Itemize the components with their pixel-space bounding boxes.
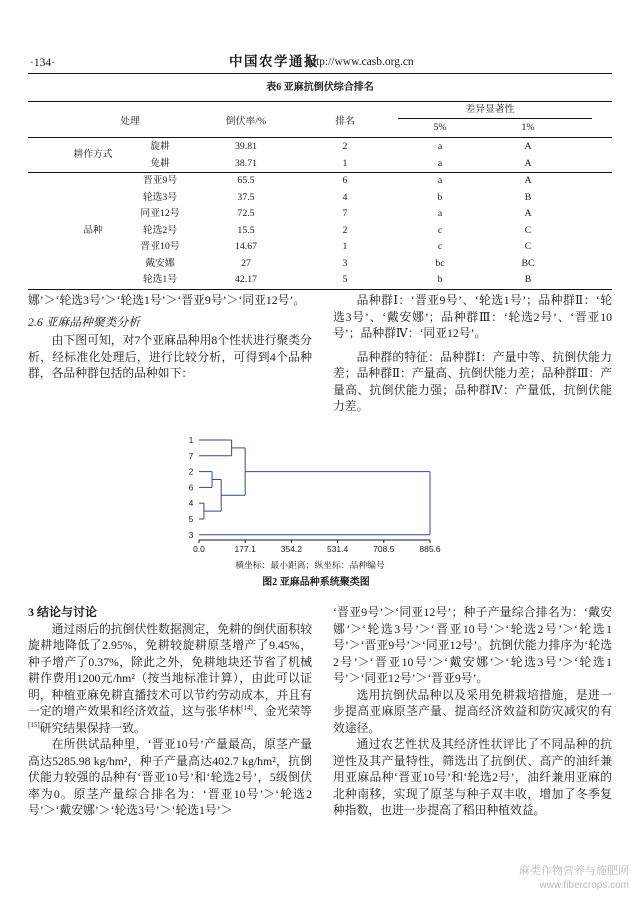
table-row [0, 191, 635, 205]
significance-5-cell: bc [435, 257, 445, 269]
x-tick-label: 708.5 [373, 544, 395, 554]
significance-5-cell: a [437, 157, 443, 169]
continued-ranking-text: 娜’＞‘轮选3号’＞‘轮选1号’＞‘晋亚9号’＞‘同亚12号’。 [28, 293, 306, 307]
leaf-label-4: 4 [188, 498, 194, 509]
table-group-label: 耕作方式 [73, 149, 113, 161]
treatment-cell: 晋亚9号 [142, 175, 178, 186]
right-column-upper [333, 292, 612, 415]
significance-5-cell: a [437, 175, 443, 186]
right-column-lower [333, 604, 612, 819]
column-header-rank: 排名 [335, 116, 355, 127]
table-group-label: 品种 [83, 224, 103, 236]
section-3-heading: 3 结论与讨论 [28, 605, 98, 619]
rank-cell: 1 [342, 241, 348, 252]
significance-5-cell: c [437, 224, 443, 236]
conclusion-p1-text-a: 通过雨后的抗倒伏性数据测定，免耕的倒伏面积较旋耕地降低了2.95%，免耕较旋耕原茎增产了9.45%，种子增产了0.37%，除此之外，免耕地块还节省了机械耕作费用1200元/hm²（按当地标准计算），由此可以证明，种植亚麻免耕直播技术可以节约劳动成本，并且有一定的增产效果和经济效益，这与张华林 [28, 621, 312, 718]
figure-axis-note: 横坐标：最小距离；纵坐标：品种编号 [235, 560, 385, 570]
rank-cell: 4 [342, 191, 348, 203]
journal-name: 中国农学通报 [229, 54, 319, 69]
figure-caption: 图2 亚麻品种系统聚类图 [262, 577, 370, 588]
table-row [0, 257, 635, 271]
section-2-6-heading: 2.6 亚麻品种聚类分析 [28, 314, 141, 329]
significance-1-cell: B [524, 191, 532, 203]
treatment-cell: 轮选1号 [142, 274, 178, 285]
leaf-label-6: 6 [188, 482, 194, 493]
treatment-cell: 轮选2号 [142, 224, 178, 236]
significance-1-cell: A [524, 141, 532, 152]
watermark-site-url: www.fibercrops.com [539, 880, 629, 891]
page-number: ·134· [30, 57, 55, 69]
leaf-label-5: 5 [188, 514, 194, 524]
journal-url: http://www.casb.org.cn [307, 56, 414, 68]
significance-1-cell: C [524, 224, 532, 236]
significance-5-cell: a [437, 208, 443, 219]
table-row [0, 273, 635, 287]
treatment-cell: 免耕 [150, 157, 170, 169]
table-row [0, 207, 635, 221]
significance-1-cell: C [524, 241, 532, 252]
lodging-rate-cell: 39.81 [234, 141, 258, 152]
variety-group-features: 品种群的特征：品种群Ⅰ：产量中等、抗倒伏能力差；品种群Ⅱ：产量高、抗倒伏能力差；品种群Ⅲ：产量高、抗倒伏能力强；品种群Ⅳ：产量低，抗倒伏能力差。 [333, 349, 612, 413]
significance-5-cell: c [437, 241, 443, 252]
x-tick-label: 0.0 [193, 544, 205, 554]
leaf-label-2: 2 [188, 466, 194, 477]
table-row [0, 240, 635, 254]
table-row [0, 174, 635, 188]
conclusion-paragraph-2: 在所供试品种里，‘晋亚10号’产量最高，原茎产量高达5285.98 kg/hm²，种子产量高达402.7 kg/hm²，抗倒伏能力较强的品种有‘晋亚10号’和‘轮选2号’，5级倒伏率为0。原茎产量综合排名为：‘晋亚10号’＞‘轮选2号’＞‘戴安娜’＞‘轮选3号’＞‘轮选1号’＞ [28, 737, 312, 817]
treatment-cell: 旋耕 [150, 141, 170, 152]
x-tick-label: 354.2 [280, 544, 303, 554]
leaf-label-7: 7 [188, 450, 194, 461]
table-6 [0, 0, 635, 300]
watermark-site-name: 麻类作物营养与施肥网 [519, 865, 629, 877]
x-tick-label: 531.4 [326, 544, 349, 554]
rank-cell: 2 [342, 224, 348, 236]
treatment-cell: 晋亚10号 [140, 241, 180, 252]
significance-1-cell: A [524, 208, 532, 219]
conclusion-p1-text-b: 、金光荣等 [252, 704, 312, 718]
variety-groups-text: 品种群Ⅰ：‘晋亚9号’、‘轮选1号’；品种群Ⅱ：‘轮选3号’、‘戴安娜’；品种群Ⅲ：‘轮选2号’、‘晋亚10号’；品种群Ⅳ：‘同亚12号’。 [333, 293, 612, 340]
significance-5-cell: b [437, 191, 443, 203]
leaf-label-3: 3 [188, 529, 194, 540]
significance-1-cell: B [524, 274, 532, 285]
lodging-rate-cell: 72.5 [237, 208, 255, 219]
conclusion-p1-text-c: 研究结果保持一致。 [39, 720, 146, 735]
conclusion-paragraph-4: 选用抗倒伏品种以及采用免耕栽培措施，是进一步提高亚麻原茎产量、提高经济效益和防灾减灾的有效途径。 [333, 687, 612, 735]
lodging-rate-cell: 15.5 [237, 224, 255, 236]
column-header-significance: 差异显著性 [465, 104, 515, 115]
rank-cell: 2 [342, 141, 348, 152]
x-tick-label: 885.6 [419, 544, 441, 554]
rank-cell: 6 [342, 175, 348, 186]
lodging-rate-cell: 27 [241, 257, 251, 269]
lodging-rate-cell: 14.67 [234, 241, 258, 252]
conclusion-paragraph-3: ‘晋亚9号’＞‘同亚12号’；种子产量综合排名为：‘戴安娜’＞‘轮选3号’＞‘晋亚10号’＞‘轮选2号’＞‘轮选1号’＞‘晋亚9号’＞‘同亚12号’。抗倒伏能力排序为‘轮选2号’＞‘晋亚10号’＞‘戴安娜’＞‘轮选3号’＞‘轮选1号’＞‘同亚12号’＞‘晋亚9号’。 [333, 605, 612, 685]
significance-5-cell: a [437, 141, 443, 152]
leaf-label-1: 1 [188, 435, 194, 445]
rank-cell: 5 [342, 274, 348, 285]
x-tick-label: 177.1 [234, 544, 256, 554]
significance-1-cell: BC [521, 257, 535, 269]
section-2-6-intro: 由下图可知，对7个亚麻品种用8个性状进行聚类分析，经标准化处理后，进行比较分析，可得到4个品种群，各品种群包括的品种如下： [28, 333, 312, 380]
significance-1-cell: A [524, 175, 532, 186]
dendrogram-chart [182, 428, 454, 560]
table-title: 表6 亚麻抗倒伏综合排名 [266, 82, 374, 93]
lodging-rate-cell: 38.71 [234, 157, 258, 169]
column-header-lodging-rate: 倒伏率/% [225, 116, 267, 127]
conclusion-paragraph-5: 通过农艺性状及其经济性状评比了不同品种的抗逆性及其产量特性，筛选出了抗倒伏、高产的油纤兼用亚麻品种‘晋亚10号’和‘轮选2号’，油纤兼用亚麻的北种南移，实现了原茎与种子双丰收，增加了冬季复种指数，也进一步提高了稻田种植效益。 [333, 737, 612, 817]
citation-14: [14] [241, 704, 253, 713]
lodging-rate-cell: 42.17 [234, 274, 258, 285]
significance-1-cell: A [524, 157, 532, 169]
column-header-treatment: 处理 [120, 116, 140, 127]
left-column-upper [28, 292, 312, 382]
left-column-lower [28, 604, 312, 819]
conclusion-paragraph-1 [28, 621, 312, 737]
lodging-rate-cell: 65.5 [237, 175, 255, 186]
significance-5-cell: b [437, 274, 443, 285]
column-header-level-5: 5% [433, 122, 447, 133]
lodging-rate-cell: 37.5 [237, 191, 255, 203]
rank-cell: 3 [342, 257, 348, 269]
rank-cell: 1 [342, 157, 348, 169]
treatment-cell: 轮选3号 [142, 191, 178, 203]
citation-15: [15] [28, 720, 40, 729]
treatment-cell: 戴安娜 [145, 257, 175, 269]
column-header-level-1: 1% [521, 122, 535, 133]
rank-cell: 7 [342, 208, 348, 219]
treatment-cell: 同亚12号 [140, 208, 180, 219]
